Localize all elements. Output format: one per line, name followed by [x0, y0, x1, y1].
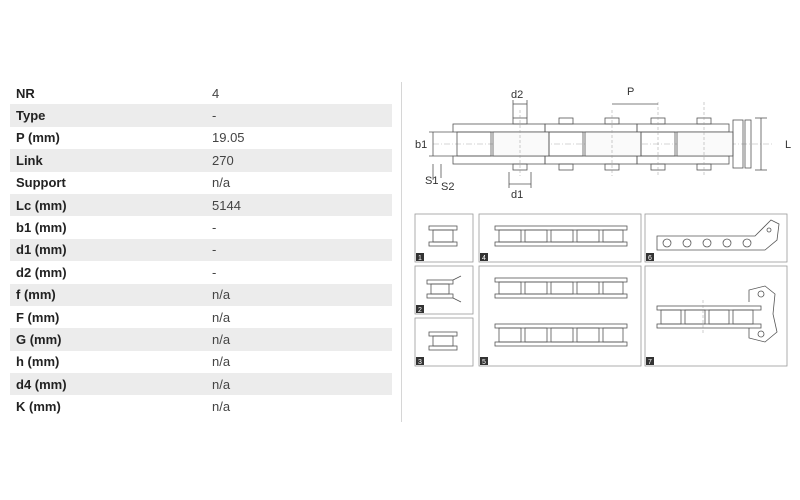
spec-row-b1	[10, 216, 392, 238]
spec-row-h	[10, 351, 392, 373]
thumbnail-1	[415, 214, 473, 262]
thumb-number: 7	[648, 359, 652, 366]
spec-label: K (mm)	[16, 399, 61, 415]
spec-label: Link	[16, 152, 43, 168]
thumbnail-2	[415, 266, 473, 314]
thumb-number: 2	[418, 307, 422, 314]
spec-label: d1 (mm)	[16, 242, 67, 258]
spec-label: F (mm)	[16, 309, 60, 325]
thumb-number: 5	[482, 359, 486, 366]
label-d1: d1	[511, 189, 524, 201]
spec-value: 19.05	[212, 130, 245, 146]
spec-label: G (mm)	[16, 331, 62, 347]
thumbnail-3	[415, 318, 473, 366]
label-d2: d2	[511, 89, 524, 101]
spec-label: f (mm)	[16, 287, 56, 303]
spec-row-f	[10, 284, 392, 306]
spec-row-lc	[10, 194, 392, 216]
chain-main-diagram	[415, 86, 791, 201]
spec-row-d1	[10, 239, 392, 261]
label-l: L	[785, 139, 792, 151]
spec-value: n/a	[212, 287, 231, 303]
thumb-number: 1	[418, 255, 422, 262]
spec-row-d2	[10, 261, 392, 283]
spec-label: Lc (mm)	[16, 197, 67, 213]
spec-value: 5144	[212, 197, 241, 213]
spec-value: -	[212, 242, 217, 258]
spec-value: n/a	[212, 175, 231, 191]
spec-value: n/a	[212, 354, 231, 370]
label-b1: b1	[415, 139, 428, 151]
spec-row-type	[10, 104, 392, 126]
label-s1: S1	[425, 175, 439, 187]
spec-row-k	[10, 395, 392, 417]
spec-row-link	[10, 149, 392, 171]
thumbnail-5	[479, 266, 641, 366]
spec-value: n/a	[212, 376, 231, 392]
thumbnail-6	[645, 214, 787, 262]
spec-label: b1 (mm)	[16, 220, 67, 236]
spec-label: h (mm)	[16, 354, 60, 370]
spec-label: d2 (mm)	[16, 264, 67, 280]
thumbnail-7	[645, 266, 787, 366]
label-p: P	[627, 86, 635, 98]
thumbnail-4	[479, 214, 641, 262]
spec-value: -	[212, 108, 217, 124]
thumb-number: 6	[648, 255, 652, 262]
spec-value: n/a	[212, 399, 231, 415]
spec-label: Type	[16, 108, 46, 124]
spec-row-support	[10, 172, 392, 194]
label-s2: S2	[441, 181, 455, 193]
spec-row-pitch	[10, 127, 392, 149]
spec-row-nr	[10, 82, 392, 104]
chain-drawing	[405, 80, 795, 380]
spec-label: d4 (mm)	[16, 376, 67, 392]
spec-row-F	[10, 306, 392, 328]
spec-value: 270	[212, 152, 234, 168]
thumb-number: 4	[482, 255, 486, 262]
spec-value: 4	[212, 85, 220, 101]
spec-row-G	[10, 328, 392, 350]
spec-table	[10, 82, 392, 418]
spec-row-d4	[10, 373, 392, 395]
spec-value: n/a	[212, 309, 231, 325]
spec-value: n/a	[212, 331, 231, 347]
spec-label: Support	[16, 175, 66, 191]
column-divider	[401, 82, 402, 422]
spec-label: P (mm)	[16, 130, 60, 146]
spec-value: -	[212, 264, 217, 280]
spec-label: NR	[16, 85, 35, 101]
thumb-number: 3	[418, 359, 422, 366]
spec-value: -	[212, 220, 217, 236]
